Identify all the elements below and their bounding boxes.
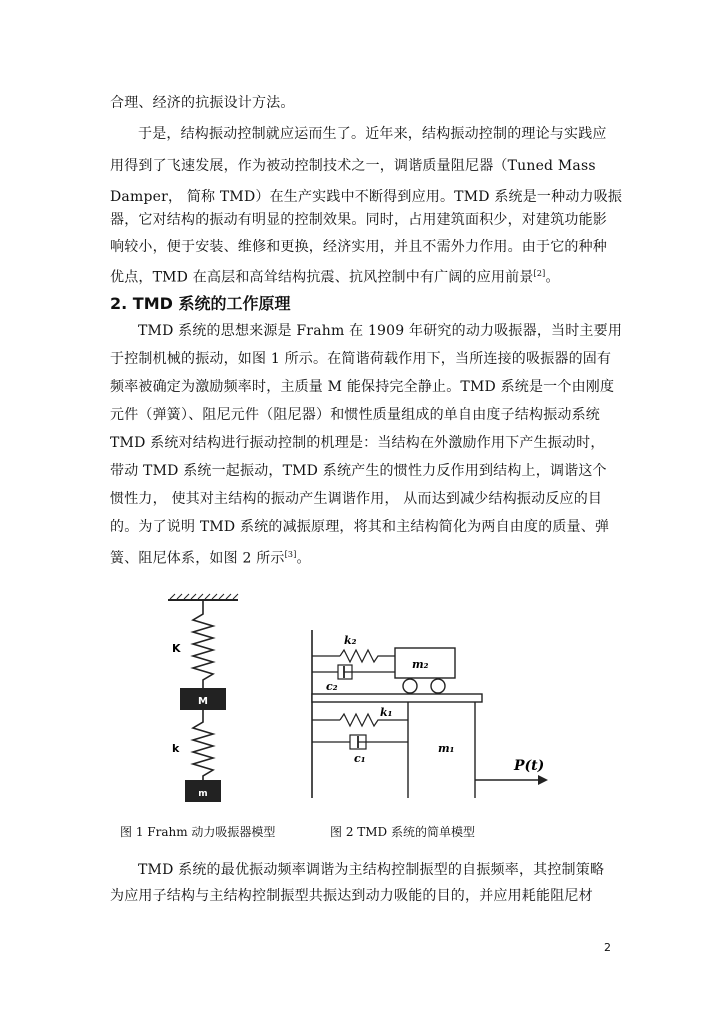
wheel-left (403, 679, 417, 693)
paragraph-line: 合理、经济的抗振设计方法。 (110, 95, 295, 111)
label-k2: k₂ (344, 634, 357, 647)
paragraph-line: 用得到了飞速发展，作为被动控制技术之一，调谐质量阻尼器（Tuned Mass (110, 158, 596, 174)
spring-k2 (340, 650, 395, 662)
citation-ref: [3] (284, 550, 297, 559)
label-force: P(t) (514, 758, 545, 774)
label-m2: m₂ (412, 658, 429, 671)
paragraph-line: 响较小，便于安装、维修和更换，经济实用，并且不需外力作用。由于它的种种 (110, 239, 607, 255)
platform-slab (312, 694, 482, 702)
figure2-caption: 图 2 TMD 系统的简单模型 (330, 825, 475, 839)
paragraph-line-with-citation (110, 545, 615, 569)
paragraph-line: 频率被确定为激励频率时，主质量 M 能保持完全静止。TMD 系统是一个由刚度 (110, 379, 615, 395)
label-k1: k₁ (380, 706, 393, 719)
paragraph-line: 元件（弹簧）、阻尼元件（阻尼器）和惯性质量组成的单自由度子结构振动系统 (110, 407, 600, 423)
spring-k1 (340, 714, 408, 726)
paragraph-line: TMD 系统的最优振动频率调谐为主结构控制振型的自振频率，其控制策略 (138, 862, 605, 878)
figure1-caption: 图 1 Frahm 动力吸振器模型 (120, 825, 276, 839)
figure2-diagram (300, 620, 560, 805)
mass-upper-label: M (198, 696, 208, 707)
label-c2: c₂ (326, 680, 338, 693)
paragraph-end: 。 (296, 550, 311, 567)
upper-spring (193, 600, 213, 688)
force-arrow-head (538, 775, 548, 785)
wheel-right (431, 679, 445, 693)
page-number: 2 (604, 941, 611, 954)
paragraph-text: 优点，TMD 在高层和高耸结构抗震、抗风控制中有广阔的应用前景 (110, 269, 534, 286)
spring-upper-label: K (172, 642, 181, 655)
label-c1: c₁ (354, 752, 366, 765)
paragraph-line: TMD 系统的思想来源是 Frahm 在 1909 年研究的动力吸振器，当时主要用 (138, 323, 623, 339)
paragraph-text: 簧、阻尼体系，如图 2 所示 (110, 550, 285, 567)
spring-lower-label: k (172, 742, 180, 755)
paragraph-line: TMD 系统对结构进行振动控制的机理是：当结构在外激励作用下产生振动时， (110, 435, 605, 451)
paragraph-end: 。 (545, 269, 560, 286)
figure1-diagram (140, 592, 270, 810)
paragraph-line: 器，它对结构的振动有明显的控制效果。同时，占用建筑面积少，对建筑功能影 (110, 212, 607, 228)
mass-lower-label: m (198, 789, 208, 799)
lower-spring (193, 710, 213, 780)
paragraph-line: 于控制机械的振动，如图 1 所示。在简谐荷载作用下，当所连接的吸振器的固有 (110, 351, 612, 367)
paragraph-line: 为应用子结构与主结构控制振型共振达到动力吸能的目的，并应用耗能阻尼材 (110, 888, 593, 904)
ceiling-hatch (170, 594, 238, 599)
paragraph-line: 惯性力， 使其对主结构的振动产生调谐作用， 从而达到减少结构振动反应的目 (110, 491, 603, 507)
label-m1: m₁ (438, 742, 455, 755)
paragraph-line: Damper， 简称 TMD）在生产实践中不断得到应用。TMD 系统是一种动力吸振 (110, 189, 623, 205)
paragraph-line: 的。为了说明 TMD 系统的减振原理，将其和主结构简化为两自由度的质量、弹 (110, 519, 610, 535)
paragraph-line: 于是，结构振动控制就应运而生了。近年来，结构振动控制的理论与实践应 (138, 126, 607, 142)
paragraph-line-with-citation (110, 264, 615, 288)
paragraph-line: 带动 TMD 系统一起振动，TMD 系统产生的惯性力反作用到结构上，调谐这个 (110, 463, 607, 479)
section-heading: 2. TMD 系统的工作原理 (110, 294, 291, 313)
citation-ref: [2] (533, 269, 546, 278)
